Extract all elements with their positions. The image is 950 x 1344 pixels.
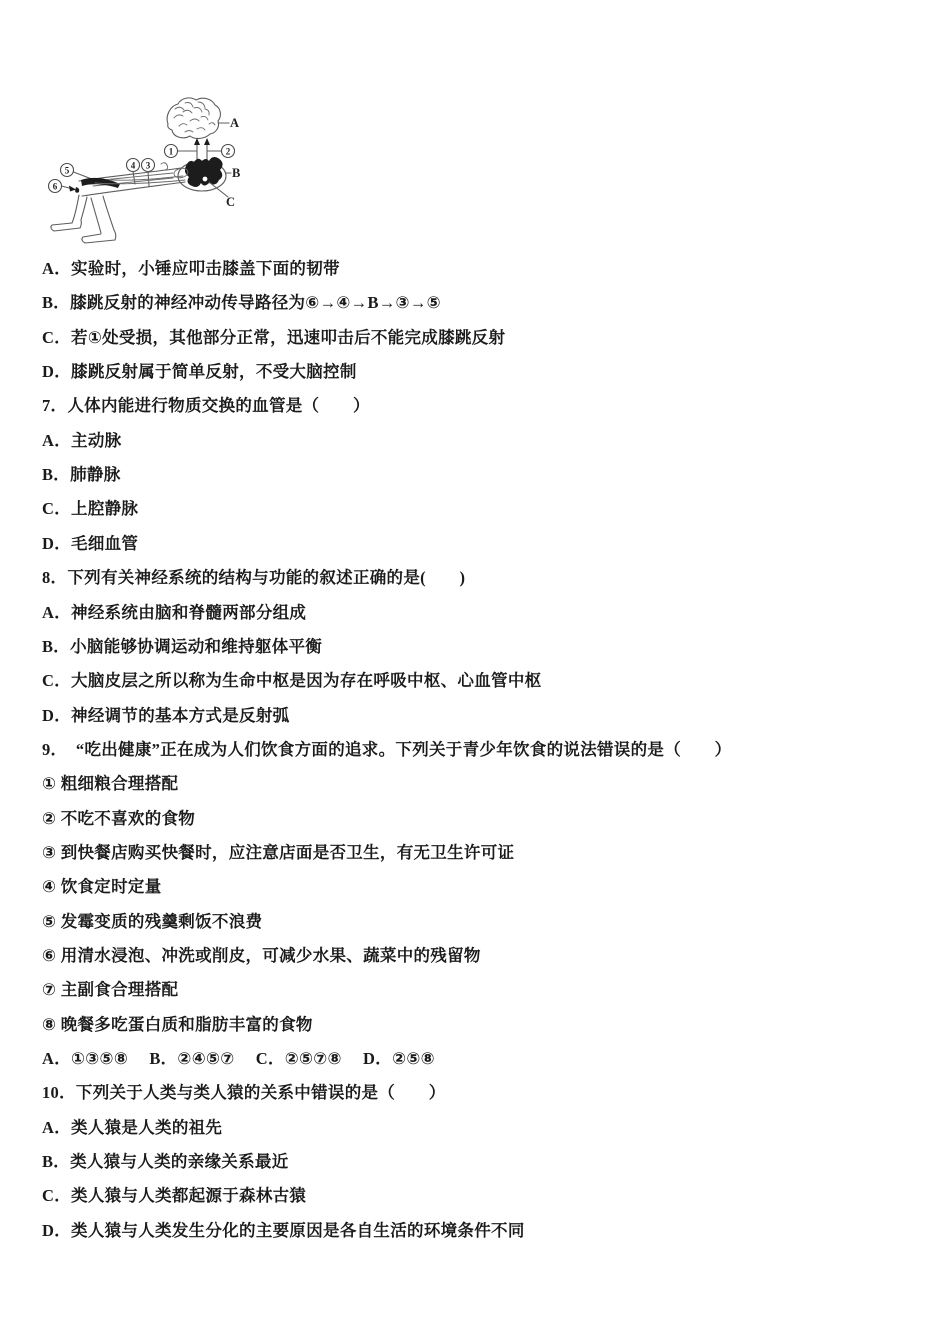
svg-text:2: 2 — [225, 146, 231, 157]
answer-option-6: B．肺静脉 — [42, 465, 121, 484]
answer-option-7: C．上腔静脉 — [42, 499, 139, 518]
statement-item-19: ⑤ 发霉变质的残羹剩饭不浪费 — [42, 912, 263, 931]
diagram-label-b: B — [232, 166, 241, 180]
central-canal — [203, 177, 208, 182]
up-arrow-icon — [204, 138, 210, 145]
answer-option-10: A．神经系统由脑和脊髓两部分组成 — [42, 603, 307, 622]
answer-option-13: D．神经调节的基本方式是反射弧 — [42, 706, 290, 725]
answer-option-25: A．类人猿是人类的祖先 — [42, 1118, 223, 1137]
answer-option-28: D．类人猿与人类发生分化的主要原因是各自生活的环境条件不同 — [42, 1221, 525, 1240]
marker-6 — [49, 180, 77, 193]
spinal-cord-section — [178, 157, 226, 191]
question-stem-14: 9． “吃出健康”正在成为人们饮食方面的追求。下列关于青少年饮食的说法错误的是（ ） — [42, 740, 732, 759]
svg-text:1: 1 — [168, 146, 174, 157]
answer-option-3: D．膝跳反射属于简单反射，不受大脑控制 — [42, 362, 357, 381]
up-arrow-icon — [194, 138, 200, 145]
answer-option-27: C．类人猿与人类都起源于森林古猿 — [42, 1186, 307, 1205]
statement-item-21: ⑦ 主副食合理搭配 — [42, 980, 179, 999]
answer-option-23: A．①③⑤⑧ B．②④⑤⑦ C．②⑤⑦⑧ D．②⑤⑧ — [42, 1049, 435, 1068]
statement-item-22: ⑧ 晚餐多吃蛋白质和脂肪丰富的食物 — [42, 1015, 313, 1034]
answer-option-12: C．大脑皮层之所以称为生命中枢是因为存在呼吸中枢、心血管中枢 — [42, 671, 542, 690]
answer-option-11: B．小脑能够协调运动和维持躯体平衡 — [42, 637, 323, 656]
question-stem-9: 8．下列有关神经系统的结构与功能的叙述正确的是( ) — [42, 568, 466, 587]
answer-option-0: A．实验时，小锤应叩击膝盖下面的韧带 — [42, 259, 340, 278]
marker-2 — [207, 145, 235, 158]
statement-item-17: ③ 到快餐店购买快餐时，应注意店面是否卫生，有无卫生许可证 — [42, 843, 515, 862]
diagram-label-a: A — [230, 116, 240, 130]
marker-1 — [165, 145, 198, 158]
answer-option-1: B．膝跳反射的神经冲动传导路径为⑥→④→B→③→⑤ — [42, 293, 441, 312]
svg-text:5: 5 — [64, 165, 70, 176]
statement-item-16: ② 不吃不喜欢的食物 — [42, 809, 196, 828]
brain-illustration — [167, 98, 220, 139]
statement-item-18: ④ 饮食定时定量 — [42, 877, 162, 896]
statement-item-20: ⑥ 用清水浸泡、冲洗或削皮，可减少水果、蔬菜中的残留物 — [42, 946, 481, 965]
patellar-tendon — [75, 187, 79, 193]
right-arrow-icon — [69, 186, 76, 192]
answer-option-26: B．类人猿与人类的亲缘关系最近 — [42, 1152, 289, 1171]
knee-jerk-reflex-diagram — [35, 94, 247, 248]
question-stem-4: 7．人体内能进行物质交换的血管是（ ） — [42, 396, 370, 415]
svg-text:3: 3 — [145, 160, 151, 171]
answer-option-2: C．若①处受损，其他部分正常，迅速叩击后不能完成膝跳反射 — [42, 328, 506, 347]
question-stem-24: 10．下列关于人类与类人猿的关系中错误的是（ ） — [42, 1083, 446, 1102]
statement-item-15: ① 粗细粮合理搭配 — [42, 774, 179, 793]
answer-option-5: A．主动脉 — [42, 431, 122, 450]
answer-option-8: D．毛细血管 — [42, 534, 139, 553]
diagram-label-c: C — [226, 195, 236, 209]
svg-text:6: 6 — [52, 181, 58, 192]
svg-text:4: 4 — [130, 160, 136, 171]
nerve-tracts — [194, 138, 210, 162]
